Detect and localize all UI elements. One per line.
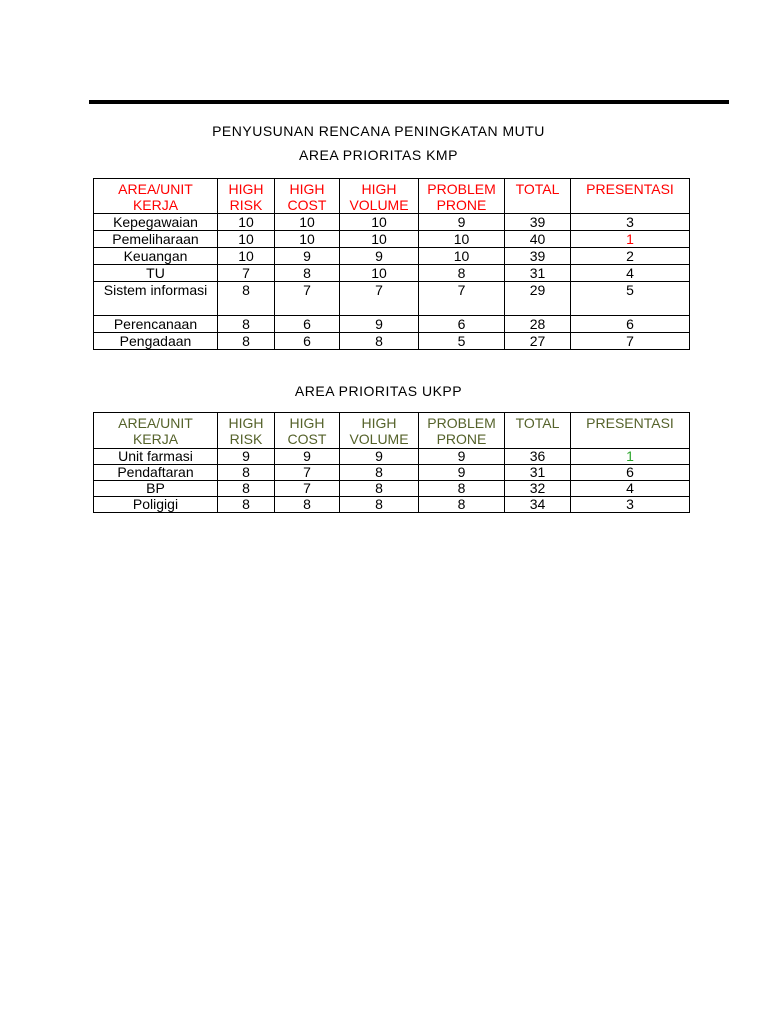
table-row	[94, 465, 690, 481]
risk-cell: 10	[218, 231, 275, 248]
volume-cell: 9	[340, 449, 419, 465]
area-cell: Perencanaan	[94, 316, 218, 333]
presentasi-cell: 3	[571, 497, 690, 513]
risk-cell: 8	[218, 316, 275, 333]
presentasi-cell: 2	[571, 248, 690, 265]
cost-cell: 10	[275, 214, 340, 231]
cost-cell: 7	[275, 465, 340, 481]
area-cell: Keuangan	[94, 248, 218, 265]
volume-cell: 8	[340, 481, 419, 497]
presentasi-cell: 4	[571, 481, 690, 497]
risk-cell: 8	[218, 465, 275, 481]
ukpp-header-row	[94, 413, 690, 449]
document-title: PENYUSUNAN RENCANA PENINGKATAN MUTU	[212, 123, 545, 139]
ukpp-subtitle: AREA PRIORITAS UKPP	[294, 383, 463, 399]
table-row	[94, 282, 690, 316]
top-rule	[89, 100, 729, 104]
risk-cell: 10	[218, 248, 275, 265]
header-problem-prone: PROBLEM PRONE	[419, 179, 505, 214]
header-high-volume: HIGH VOLUME	[340, 413, 419, 449]
ukpp-priority-table	[93, 412, 690, 513]
cost-cell: 9	[275, 449, 340, 465]
area-cell: Pemeliharaan	[94, 231, 218, 248]
table-row	[94, 497, 690, 513]
area-cell: Pengadaan	[94, 333, 218, 350]
table-row	[94, 333, 690, 350]
risk-cell: 7	[218, 265, 275, 282]
kmp-priority-table	[93, 178, 690, 350]
problem-cell: 5	[419, 333, 505, 350]
problem-cell: 8	[419, 481, 505, 497]
risk-cell: 10	[218, 214, 275, 231]
cost-cell: 7	[275, 481, 340, 497]
header-problem-prone: PROBLEM PRONE	[419, 413, 505, 449]
header-high-risk: HIGH RISK	[218, 413, 275, 449]
volume-cell: 9	[340, 316, 419, 333]
problem-cell: 9	[419, 465, 505, 481]
total-cell: 31	[505, 465, 571, 481]
presentasi-cell: 7	[571, 333, 690, 350]
kmp-subtitle: AREA PRIORITAS KMP	[299, 147, 458, 163]
cost-cell: 10	[275, 231, 340, 248]
table-row	[94, 449, 690, 465]
total-cell: 39	[505, 248, 571, 265]
volume-cell: 10	[340, 265, 419, 282]
total-cell: 27	[505, 333, 571, 350]
total-cell: 40	[505, 231, 571, 248]
cost-cell: 6	[275, 333, 340, 350]
risk-cell: 9	[218, 449, 275, 465]
total-cell: 29	[505, 282, 571, 316]
cost-cell: 7	[275, 282, 340, 316]
header-area: AREA/UNIT KERJA	[94, 413, 218, 449]
volume-cell: 7	[340, 282, 419, 316]
area-cell: Sistem informasi	[94, 282, 218, 316]
cost-cell: 8	[275, 497, 340, 513]
table-row	[94, 231, 690, 248]
volume-cell: 10	[340, 214, 419, 231]
header-presentasi: PRESENTASI	[571, 413, 690, 449]
table-row	[94, 214, 690, 231]
cost-cell: 8	[275, 265, 340, 282]
table-row	[94, 248, 690, 265]
header-area: AREA/UNIT KERJA	[94, 179, 218, 214]
table-row	[94, 265, 690, 282]
header-high-risk: HIGH RISK	[218, 179, 275, 214]
header-presentasi: PRESENTASI	[571, 179, 690, 214]
problem-cell: 8	[419, 265, 505, 282]
problem-cell: 6	[419, 316, 505, 333]
total-cell: 31	[505, 265, 571, 282]
header-high-cost: HIGH COST	[275, 179, 340, 214]
area-cell: Pendaftaran	[94, 465, 218, 481]
problem-cell: 8	[419, 497, 505, 513]
area-cell: Kepegawaian	[94, 214, 218, 231]
header-high-cost: HIGH COST	[275, 413, 340, 449]
volume-cell: 9	[340, 248, 419, 265]
problem-cell: 9	[419, 214, 505, 231]
total-cell: 39	[505, 214, 571, 231]
total-cell: 34	[505, 497, 571, 513]
problem-cell: 9	[419, 449, 505, 465]
risk-cell: 8	[218, 333, 275, 350]
total-cell: 32	[505, 481, 571, 497]
cost-cell: 9	[275, 248, 340, 265]
risk-cell: 8	[218, 481, 275, 497]
presentasi-cell-highlight: 1	[571, 449, 690, 465]
presentasi-cell: 6	[571, 316, 690, 333]
table-row	[94, 316, 690, 333]
risk-cell: 8	[218, 497, 275, 513]
header-high-volume: HIGH VOLUME	[340, 179, 419, 214]
kmp-header-row	[94, 179, 690, 214]
presentasi-cell: 3	[571, 214, 690, 231]
presentasi-cell: 4	[571, 265, 690, 282]
area-cell: Poligigi	[94, 497, 218, 513]
header-total: TOTAL	[505, 179, 571, 214]
presentasi-cell: 6	[571, 465, 690, 481]
risk-cell: 8	[218, 282, 275, 316]
volume-cell: 8	[340, 497, 419, 513]
volume-cell: 8	[340, 465, 419, 481]
volume-cell: 10	[340, 231, 419, 248]
total-cell: 36	[505, 449, 571, 465]
problem-cell: 7	[419, 282, 505, 316]
presentasi-cell-highlight: 1	[571, 231, 690, 248]
volume-cell: 8	[340, 333, 419, 350]
area-cell: Unit farmasi	[94, 449, 218, 465]
area-cell: TU	[94, 265, 218, 282]
table-row	[94, 481, 690, 497]
cost-cell: 6	[275, 316, 340, 333]
problem-cell: 10	[419, 231, 505, 248]
total-cell: 28	[505, 316, 571, 333]
presentasi-cell: 5	[571, 282, 690, 316]
area-cell: BP	[94, 481, 218, 497]
problem-cell: 10	[419, 248, 505, 265]
header-total: TOTAL	[505, 413, 571, 449]
